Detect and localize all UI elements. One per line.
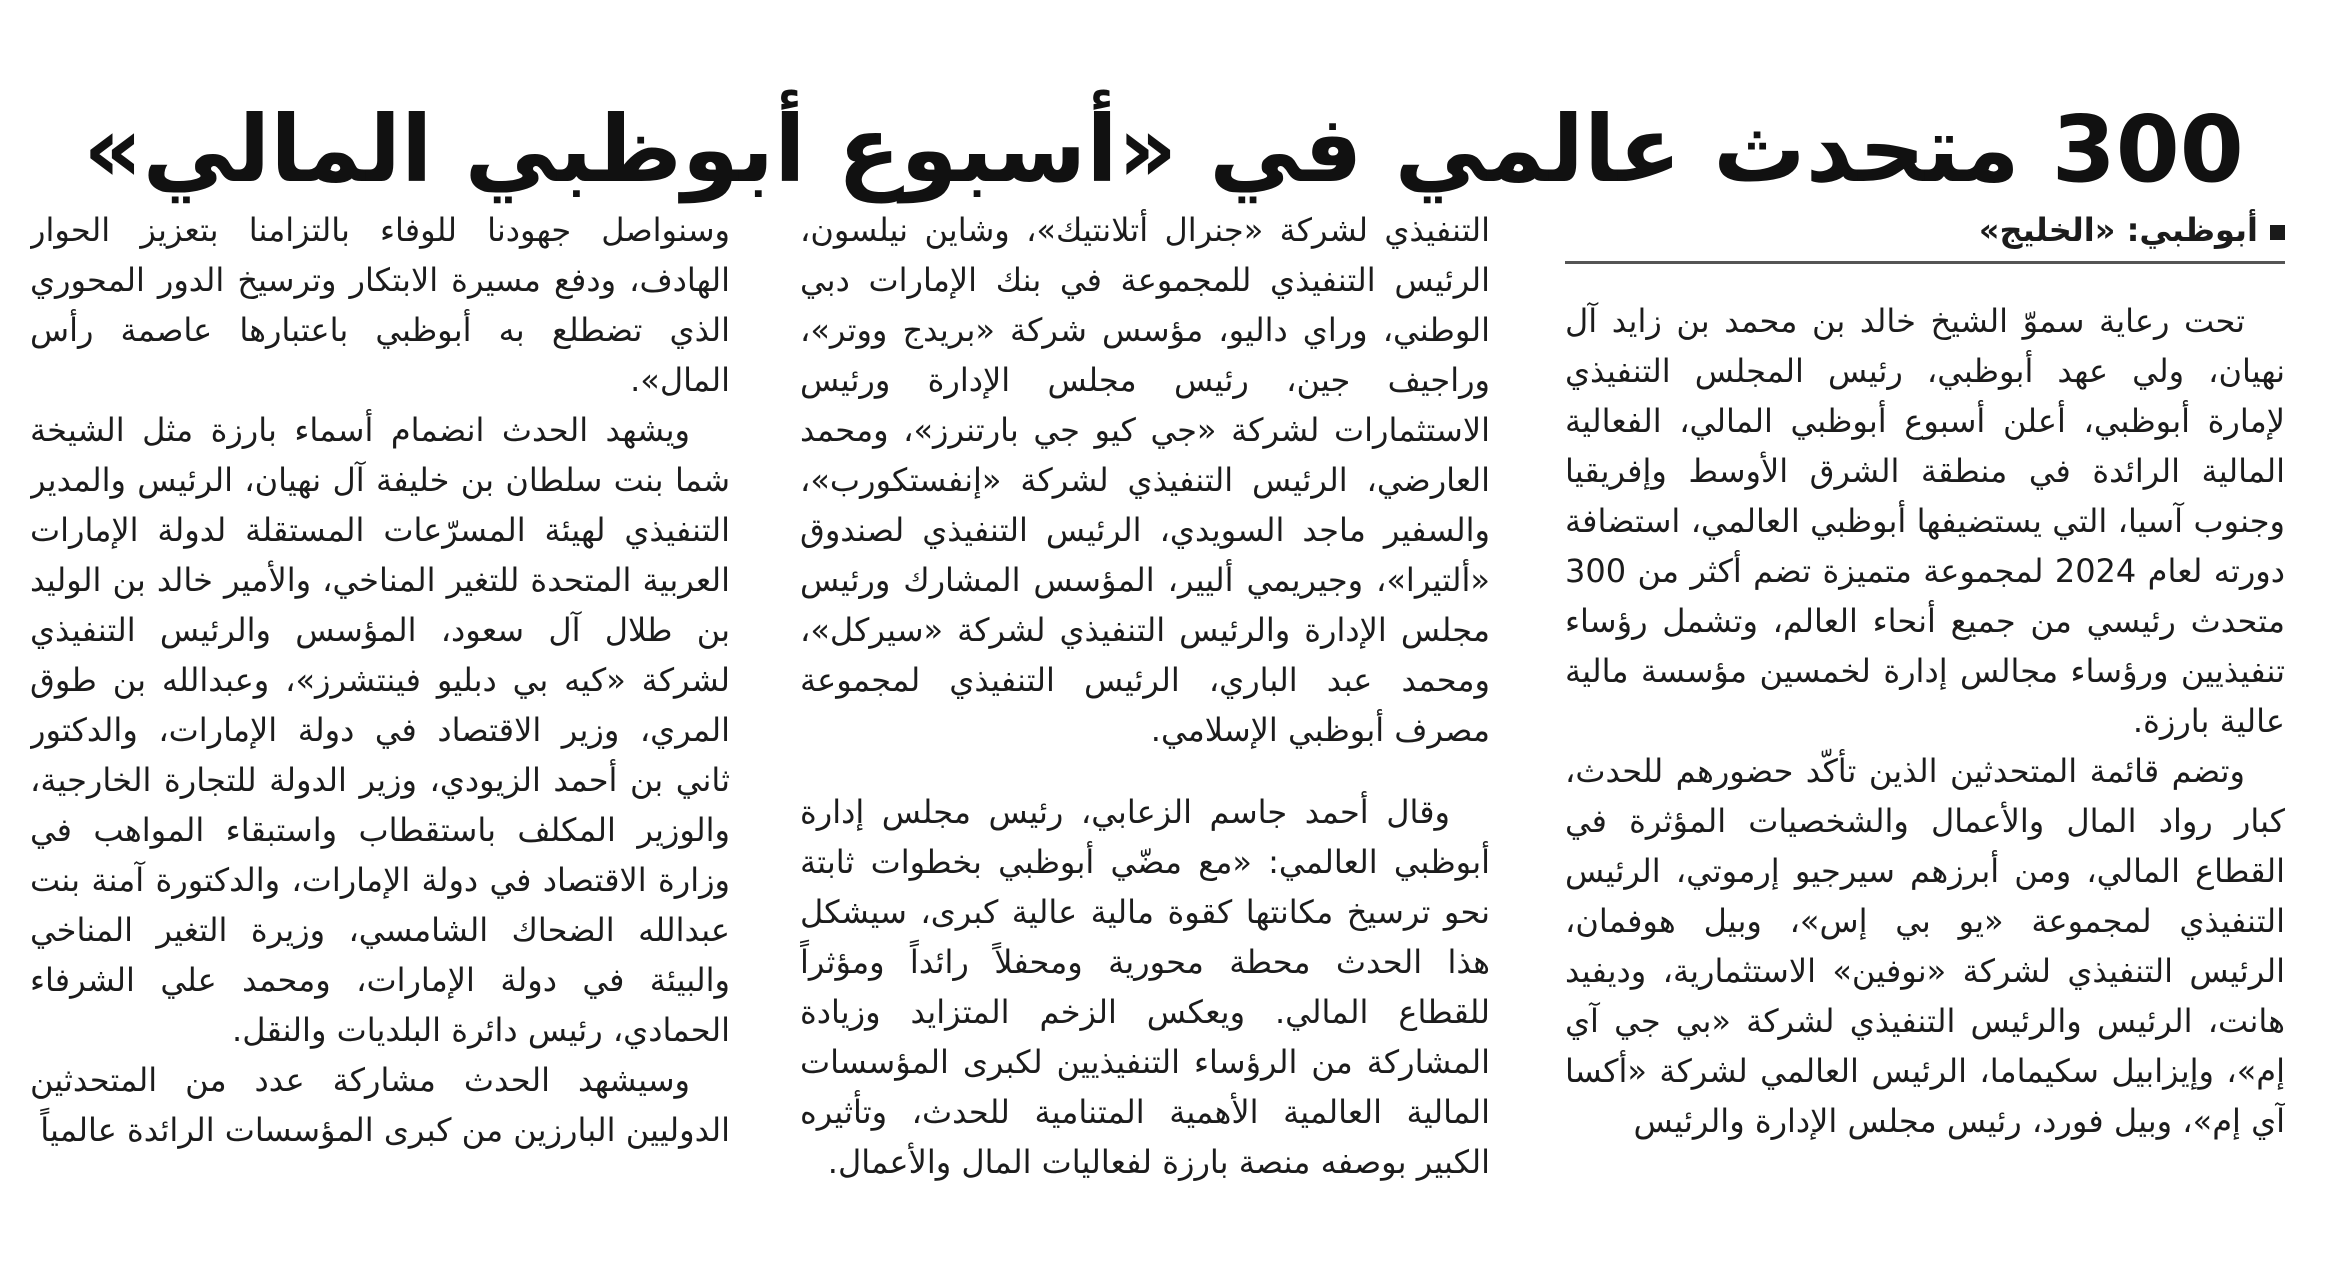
article-column-left [30,205,730,1270]
paragraph: وسنواصل جهودنا للوفاء بالتزامنا بتعزيز الحوار الهادف، ودفع مسيرة الابتكار وترسيخ الدور المحوري الذي تضطلع به أبوظبي باعتبارها عاصمة رأس المال». [30,211,730,399]
paragraph: وسيشهد الحدث مشاركة عدد من المتحدثين الدوليين البارزين من كبرى المؤسسات الرائدة عالمياً [30,1061,730,1149]
paragraph: وتضم قائمة المتحدثين الذين تأكّد حضورهم للحدث، كبار رواد المال والأعمال والشخصيات المؤثرة في القطاع المالي، ومن أبرزهم سيرجيو إرموتي، الرئيس التنفيذي لمجموعة «يو بي إس»، وبيل هوفمان، الرئيس التنفيذي لشركة «نوفين» الاستثمارية، وديفيد هانت، الرئيس والرئيس التنفيذي لشركة «بي جي آي إم»، وإيزابيل سكيماما، الرئيس العالمي لشركة «أكسا آي إم»، وبيل فورد، رئيس مجلس الإدارة والرئيس [1565,752,2285,1140]
article-column-middle [800,205,1490,1270]
paragraph: تحت رعاية سموّ الشيخ خالد بن محمد بن زايد آل نهيان، ولي عهد أبوظبي، رئيس المجلس التنفيذي لإمارة أبوظبي، أعلن أسبوع أبوظبي المالي، الفعالية المالية الرائدة في منطقة الشرق الأوسط وإفريقيا وجنوب آسيا، التي يستضيفها أبوظبي العالمي، استضافة دورته لعام 2024 لمجموعة متميزة تضم أكثر من 300 متحدث رئيسي من جميع أنحاء العالم، وتشمل رؤساء تنفيذيين ورؤساء مجالس إدارة لخمسين مؤسسة مالية عالية بارزة. [1565,302,2285,740]
article-column-right [1565,205,2285,1270]
article-headline: 300 متحدث عالمي في «أسبوع أبوظبي المالي» [83,95,2244,203]
byline-text: أبوظبي: «الخليج» [1978,211,2258,249]
bullet-square-icon [2270,225,2285,240]
paragraph: وقال أحمد جاسم الزعابي، رئيس مجلس إدارة أبوظبي العالمي: «مع مضّي أبوظبي بخطوات ثابتة نحو ترسيخ مكانتها كقوة مالية عالية كبرى، سيشكل هذا الحدث محطة محورية ومحفلاً رائداً ومؤثراً للقطاع المالي. ويعكس الزخم المتزايد وزيادة المشاركة من الرؤساء التنفيذيين لكبرى المؤسسات المالية العالمية الأهمية المتنامية للحدث، وتأثيره الكبير بوصفه منصة بارزة لفعاليات المال والأعمال. [800,793,1490,1181]
paragraph: ويشهد الحدث انضمام أسماء بارزة مثل الشيخة شما بنت سلطان بن خليفة آل نهيان، الرئيس والمدير التنفيذي لهيئة المسرّعات المستقلة لدولة الإمارات العربية المتحدة للتغير المناخي، والأمير خالد بن الوليد بن طلال آل سعود، المؤسس والرئيس التنفيذي لشركة «كيه بي دبليو فينتشرز»، وعبدالله بن طوق المري، وزير الاقتصاد في دولة الإمارات، والدكتور ثاني بن أحمد الزيودي، وزير الدولة للتجارة الخارجية، والوزير المكلف باستقطاب واستبقاء المواهب في وزارة الاقتصاد في دولة الإمارات، والدكتورة آمنة بنت عبدالله الضحاك الشامسي، وزيرة التغير المناخي والبيئة في دولة الإمارات، ومحمد علي الشرفاء الحمادي، رئيس دائرة البلديات والنقل. [30,411,730,1049]
paragraph: التنفيذي لشركة «جنرال أتلانتيك»، وشاين نيلسون، الرئيس التنفيذي للمجموعة في بنك الإمارات دبي الوطني، وراي داليو، مؤسس شركة «بريدج ووتر»، وراجيف جين، رئيس مجلس الإدارة ورئيس الاستثمارات لشركة «جي كيو جي بارتنرز»، ومحمد العارضي، الرئيس التنفيذي لشركة «إنفستكورب»، والسفير ماجد السويدي، الرئيس التنفيذي لصندوق «ألتيرا»، وجيريمي أليير، المؤسس المشارك ورئيس مجلس الإدارة والرئيس التنفيذي لشركة «سيركل»، ومحمد عبد الباري، الرئيس التنفيذي لمجموعة مصرف أبوظبي الإسلامي. [800,211,1490,749]
article-byline [1565,205,2285,255]
byline-divider [1565,261,2285,264]
